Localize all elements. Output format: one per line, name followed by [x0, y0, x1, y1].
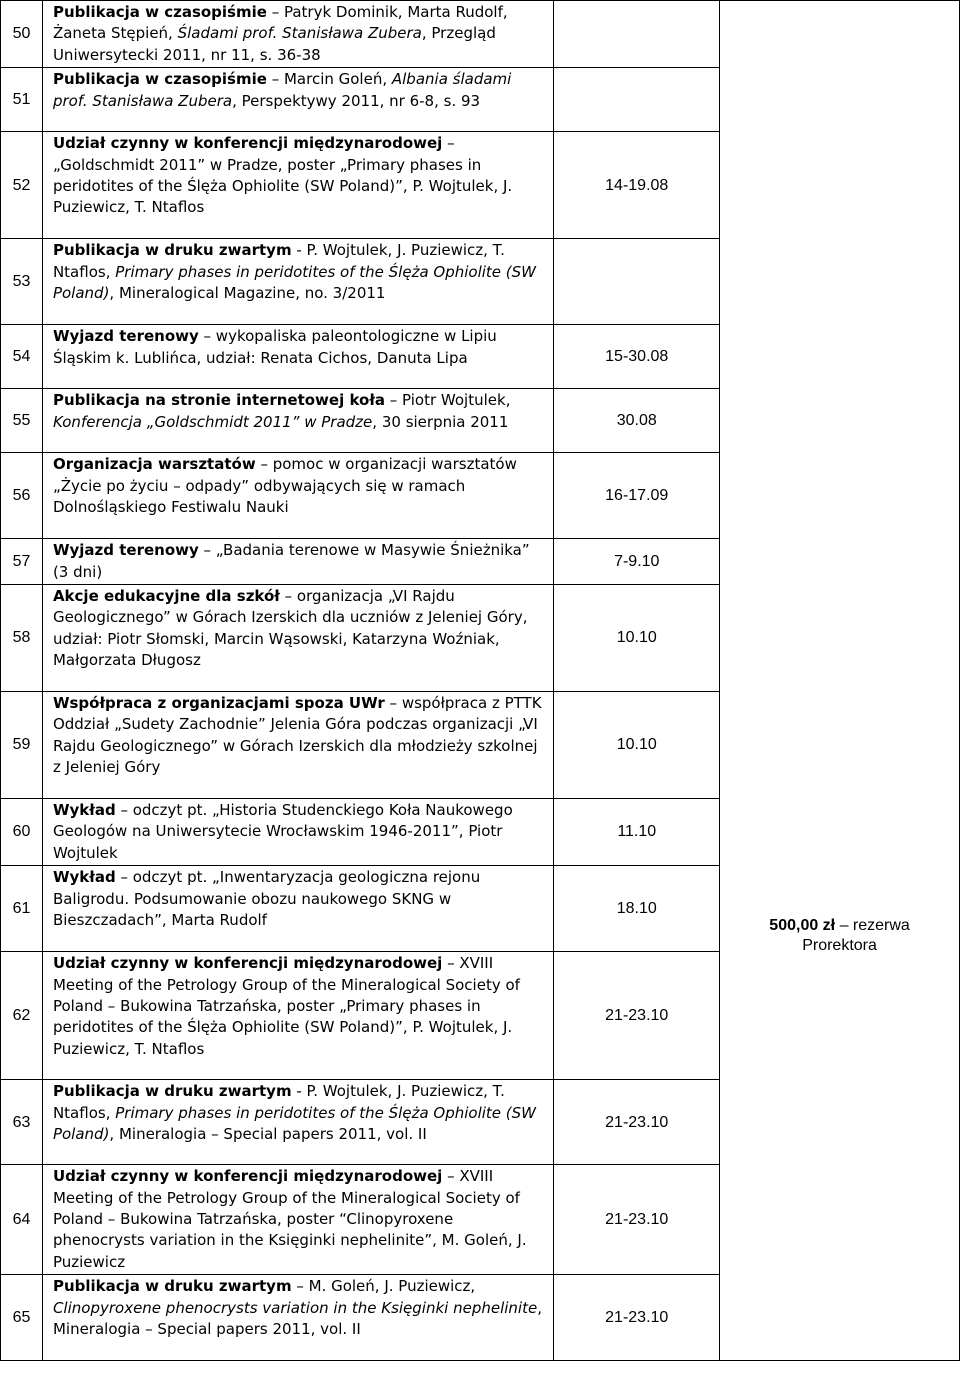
description-text: - P. Wojtulek, J. Puziewicz, T. Ntaflos,: [52, 1082, 505, 1122]
row-description: [42, 1165, 553, 1275]
description-text: – odczyt pt. „Historia Studenckiego Koła Naukowego Geologów na Uniwersytecie Wrocławskim 1946-2011”, Piotr Wojtulek: [52, 801, 513, 862]
description-text: , Mineralogia – Special papers 2011, vol. II: [109, 1125, 427, 1144]
row-description: [42, 866, 553, 952]
row-date: 21-23.10: [554, 1275, 720, 1361]
description-text: – wykopaliska paleontologiczne w Lipiu Śląskim k. Lublińca, udział: Renata Cichos, Danuta Lipa: [52, 327, 497, 367]
row-description: [42, 1080, 553, 1165]
activity-type: Wykład: [52, 801, 116, 820]
row-number: 56: [1, 453, 43, 539]
row-date: [554, 1, 720, 68]
row-description: [42, 1, 553, 68]
publication-title: Konferencja „Goldschmidt 2011” w Pradze: [52, 412, 373, 431]
description-text: – Patryk Dominik, Marta Rudolf, Żaneta Stępień,: [52, 3, 508, 43]
row-description: [42, 585, 553, 692]
row-description: [42, 692, 553, 799]
activity-type: Publikacja w czasopiśmie: [52, 70, 267, 89]
budget-note: [720, 1, 960, 1361]
row-description: [42, 539, 553, 585]
row-number: 55: [1, 389, 43, 453]
publication-title: Primary phases in peridotites of the Ślęża Ophiolite (SW Poland): [52, 262, 537, 303]
row-number: 59: [1, 692, 43, 799]
description-text: – Marcin Goleń,: [266, 70, 392, 89]
description-text: , 30 sierpnia 2011: [372, 412, 509, 431]
row-date: 10.10: [554, 692, 720, 799]
description-text: – XVIII Meeting of the Petrology Group of the Mineralogical Society of Poland – Bukowina Tatrzańska, poster „Primary phases in peridotites of the Ślęża Ophiolite (SW Poland)”, P. Wojtulek, J. Puziewicz, T. Ntaflos: [52, 954, 520, 1058]
description-text: – M. Goleń, J. Puziewicz,: [291, 1277, 476, 1296]
row-number: 50: [1, 1, 43, 68]
activity-type: Publikacja w druku zwartym: [52, 241, 292, 260]
row-number: 51: [1, 68, 43, 132]
publication-title: Śladami prof. Stanisława Zubera: [177, 24, 422, 43]
description-text: – pomoc w organizacji warsztatów „Życie po życiu – odpady” odbywających się w ramach Dolnośląskiego Festiwalu Nauki: [52, 455, 517, 517]
activity-type: Wyjazd terenowy: [52, 541, 199, 560]
row-description: [42, 132, 553, 239]
description-text: – odczyt pt. „Inwentaryzacja geologiczna rejonu Baligrodu. Podsumowanie obozu naukowego SKNG w Bieszczadach”, Marta Rudolf: [52, 868, 481, 930]
description-text: – „Goldschmidt 2011” w Pradze, poster „Primary phases in peridotites of the Ślęża Ophiolite (SW Poland)”, P. Wojtulek, J. Puziewicz, T. Ntaflos: [52, 134, 513, 217]
description-text: – „Badania terenowe w Masywie Śnieżnika” (3 dni): [52, 541, 530, 581]
row-date: 21-23.10: [554, 1080, 720, 1165]
row-description: [42, 68, 553, 132]
publication-title: Albania śladami prof. Stanisława Zubera: [52, 70, 512, 110]
activity-type: Organizacja warsztatów: [52, 455, 256, 474]
activity-type: Udział czynny w konferencji międzynarodowej: [52, 954, 443, 973]
table-row: [1, 1, 960, 68]
activity-type: Udział czynny w konferencji międzynarodowej: [52, 134, 443, 153]
row-number: 62: [1, 952, 43, 1080]
row-description: [42, 799, 553, 866]
activity-type: Wyjazd terenowy: [52, 327, 199, 346]
description-text: , Mineralogia – Special papers 2011, vol. II: [52, 1298, 542, 1339]
row-number: 64: [1, 1165, 43, 1275]
row-number: 54: [1, 325, 43, 389]
row-description: [42, 239, 553, 325]
row-date: 18.10: [554, 866, 720, 952]
description-text: , Mineralogical Magazine, no. 3/2011: [109, 284, 386, 303]
row-date: [554, 239, 720, 325]
activity-type: Publikacja w druku zwartym: [52, 1082, 292, 1101]
description-text: – XVIII Meeting of the Petrology Group of the Mineralogical Society of Poland – Bukowina Tatrzańska, poster “Clinopyroxene phenocrysts variation in the Księginki nephelinite”, M. Goleń, J. Puziewicz: [52, 1167, 527, 1271]
row-date: 15-30.08: [554, 325, 720, 389]
row-date: 21-23.10: [554, 1165, 720, 1275]
row-number: 61: [1, 866, 43, 952]
publication-title: Primary phases in peridotites of the Ślęża Ophiolite (SW Poland): [52, 1103, 537, 1144]
row-number: 57: [1, 539, 43, 585]
row-date: 7-9.10: [554, 539, 720, 585]
description-text: - P. Wojtulek, J. Puziewicz, T. Ntaflos,: [52, 241, 505, 281]
description-text: – współpraca z PTTK Oddział „Sudety Zachodnie” Jelenia Góra podczas organizacji „VI Rajdu Geologicznego” w Górach Izerskich dla młodzieży szkolnej z Jeleniej Góry: [52, 694, 542, 777]
row-date: 21-23.10: [554, 952, 720, 1080]
activity-type: Udział czynny w konferencji międzynarodowej: [52, 1167, 443, 1186]
description-text: , Przegląd Uniwersytecki 2011, nr 11, s. 36-38: [52, 24, 496, 64]
row-date: 10.10: [554, 585, 720, 692]
description-text: – organizacja „VI Rajdu Geologicznego” w Górach Izerskich dla uczniów z Jeleniej Góry, udział: Piotr Słomski, Marcin Wąsowski, Katarzyna Woźniak, Małgorzata Długosz: [52, 587, 528, 670]
row-number: 52: [1, 132, 43, 239]
activity-type: Publikacja na stronie internetowej koła: [52, 391, 386, 410]
row-date: [554, 68, 720, 132]
budget-description: – rezerwa Prorektora: [802, 916, 910, 954]
activity-type: Akcje edukacyjne dla szkół: [52, 587, 280, 606]
row-number: 60: [1, 799, 43, 866]
row-number: 58: [1, 585, 43, 692]
activity-type: Publikacja w czasopiśmie: [52, 3, 267, 21]
row-number: 63: [1, 1080, 43, 1165]
row-date: 11.10: [554, 799, 720, 866]
activity-type: Publikacja w druku zwartym: [52, 1277, 292, 1296]
row-number: 53: [1, 239, 43, 325]
budget-amount: 500,00 zł: [769, 916, 836, 934]
row-description: [42, 1275, 553, 1361]
activity-type: Wykład: [52, 868, 116, 887]
row-date: 30.08: [554, 389, 720, 453]
activity-type: Współpraca z organizacjami spoza UWr: [52, 694, 385, 713]
description-text: – Piotr Wojtulek,: [385, 391, 511, 410]
publication-title: Clinopyroxene phenocrysts variation in the Księginki nephelinite: [52, 1298, 538, 1317]
row-number: 65: [1, 1275, 43, 1361]
row-description: [42, 952, 553, 1080]
row-description: [42, 389, 553, 453]
row-date: 16-17.09: [554, 453, 720, 539]
row-description: [42, 325, 553, 389]
row-date: 14-19.08: [554, 132, 720, 239]
description-text: , Perspektywy 2011, nr 6-8, s. 93: [232, 91, 481, 110]
row-description: [42, 453, 553, 539]
